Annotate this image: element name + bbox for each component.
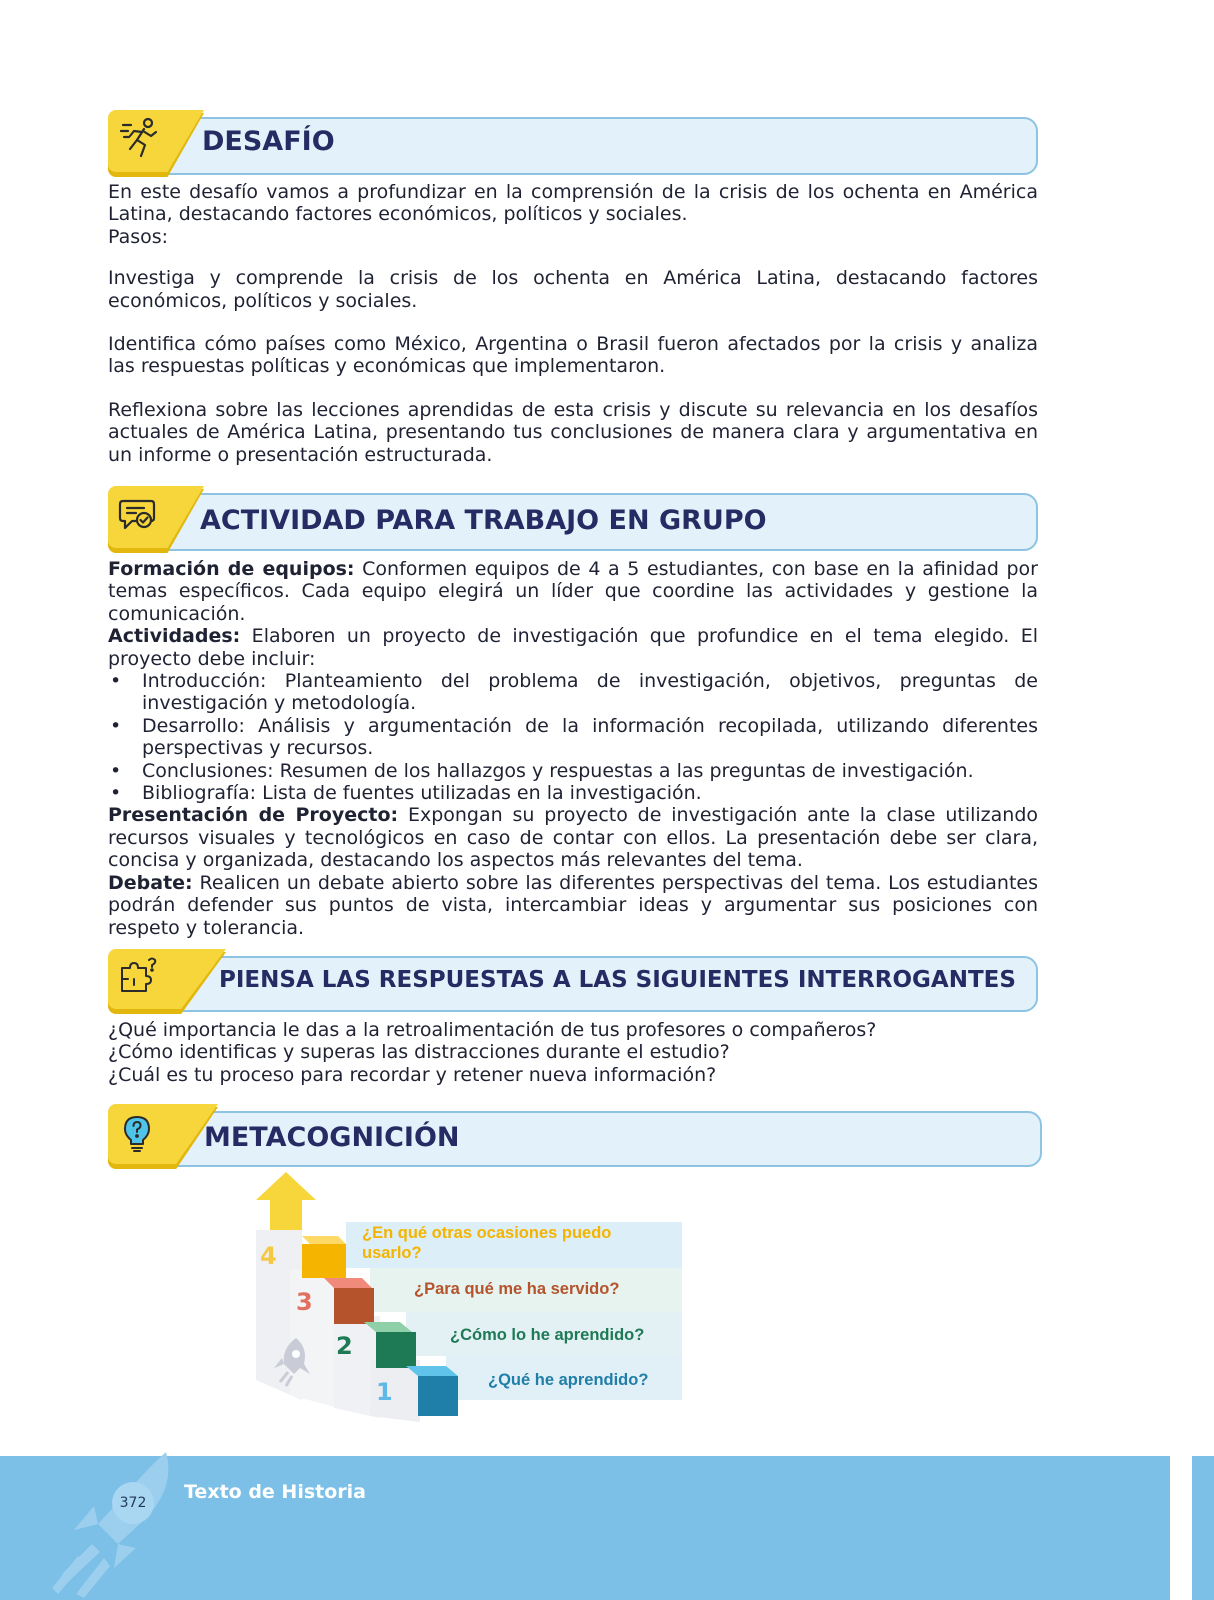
presentacion-text: Expongan su proyecto de investigación ante la clase utilizando recursos visuales y tecnológicos en caso de contar con ellos. La presentación debe ser clara, concisa y organizada, destacando los aspectos más relevantes del tema. — [108, 804, 1038, 872]
desafio-intro: En este desafío vamos a profundizar en la comprensión de la crisis de los ochenta en América Latina, destacando factores económicos, políticos y sociales. — [108, 181, 1038, 226]
desafio-step: Reflexiona sobre las lecciones aprendidas de esta crisis y discute su relevancia en los desafíos actuales de América Latina, presentando tus conclusiones de manera clara y argumentativa en un informe o presentación estructurada. — [108, 398, 1038, 466]
list-item: • Bibliografía: Lista de fuentes utilizadas en la investigación. — [108, 782, 1038, 804]
step-label-4-line1: ¿En qué otras ocasiones puedo — [362, 1224, 612, 1242]
list-item: • Desarrollo: Análisis y argumentación de la información recopilada, utilizando diferentes perspectivas y recursos. — [108, 715, 1038, 760]
presentacion-label: Presentación de Proyecto: — [108, 804, 399, 827]
actividad-title: ACTIVIDAD PARA TRABAJO EN GRUPO — [200, 505, 767, 536]
step-number-2: 2 — [336, 1332, 353, 1360]
book-title: Texto de Historia — [184, 1481, 366, 1503]
rocket-icon — [48, 1448, 188, 1600]
desafio-body — [108, 181, 1038, 466]
debate-paragraph — [108, 872, 1038, 939]
actividades-text: Elaboren un proyecto de investigación que profundice en el tema elegido. El proyecto debe incluir: — [108, 625, 1038, 670]
piensa-questions — [108, 1019, 1038, 1086]
list-item: • Introducción: Planteamiento del problema de investigación, objetivos, preguntas de investigación y metodología. — [108, 670, 1038, 715]
formacion-paragraph — [108, 558, 1038, 625]
question-item: ¿Cómo identificas y superas las distracciones durante el estudio? — [108, 1041, 730, 1064]
formacion-label: Formación de equipos: — [108, 558, 355, 580]
actividades-paragraph — [108, 625, 1038, 670]
page-number: 372 — [112, 1482, 154, 1524]
running-person-icon — [120, 116, 162, 162]
desafio-title: DESAFÍO — [202, 126, 335, 157]
step-label-1: ¿Qué he aprendido? — [488, 1371, 649, 1389]
footer-divider — [1170, 1456, 1192, 1600]
actividad-body — [108, 558, 1038, 939]
debate-label: Debate: — [108, 871, 193, 894]
metacognition-staircase — [250, 1170, 690, 1430]
step-label-3: ¿Para qué me ha servido? — [414, 1280, 620, 1298]
step-number-1: 1 — [376, 1378, 393, 1406]
question-item: ¿Cuál es tu proceso para recordar y retener nueva información? — [108, 1063, 717, 1086]
debate-text: Realicen un debate abierto sobre las diferentes perspectivas del tema. Los estudiantes podrán defender sus puntos de vista, intercambiar ideas y argumentar sus posiciones con respeto y tolerancia. — [108, 871, 1038, 939]
step-number-3: 3 — [296, 1288, 313, 1316]
step-label-4-line2: usarlo? — [362, 1244, 422, 1262]
piensa-title: PIENSA LAS RESPUESTAS A LAS SIGUIENTES INTERROGANTES — [219, 967, 1016, 993]
step-number-4: 4 — [260, 1242, 277, 1270]
step-label-2: ¿Cómo lo he aprendido? — [450, 1326, 645, 1344]
formacion-text: Conformen equipos de 4 a 5 estudiantes, con base en la afinidad por temas específicos. Cada equipo elegirá un líder que coordine las actividades y gestione la comunicación. — [108, 558, 1038, 625]
puzzle-icon — [118, 956, 158, 994]
desafio-pasos-label: Pasos: — [108, 225, 169, 248]
actividad-bullet-list — [108, 670, 1038, 804]
footer-edge — [1196, 1456, 1214, 1600]
staircase-graphic — [250, 1170, 690, 1430]
question-item: ¿Qué importancia le das a la retroalimentación de tus profesores o compañeros? — [108, 1019, 877, 1041]
presentacion-paragraph — [108, 804, 1038, 871]
clipboard-check-icon — [118, 498, 158, 534]
actividades-label: Actividades: — [108, 625, 241, 648]
metacognicion-title: METACOGNICIÓN — [204, 1122, 460, 1153]
desafio-step: Identifica cómo países como México, Argentina o Brasil fueron afectados por la crisis y analiza las respuestas políticas y económicas que implementaron. — [108, 333, 1038, 378]
lightbulb-question-icon — [120, 1114, 154, 1154]
list-item: • Conclusiones: Resumen de los hallazgos y respuestas a las preguntas de investigación. — [108, 760, 1038, 782]
desafio-step: Investiga y comprende la crisis de los ochenta en América Latina, destacando factores económicos, políticos y sociales. — [108, 267, 1038, 312]
